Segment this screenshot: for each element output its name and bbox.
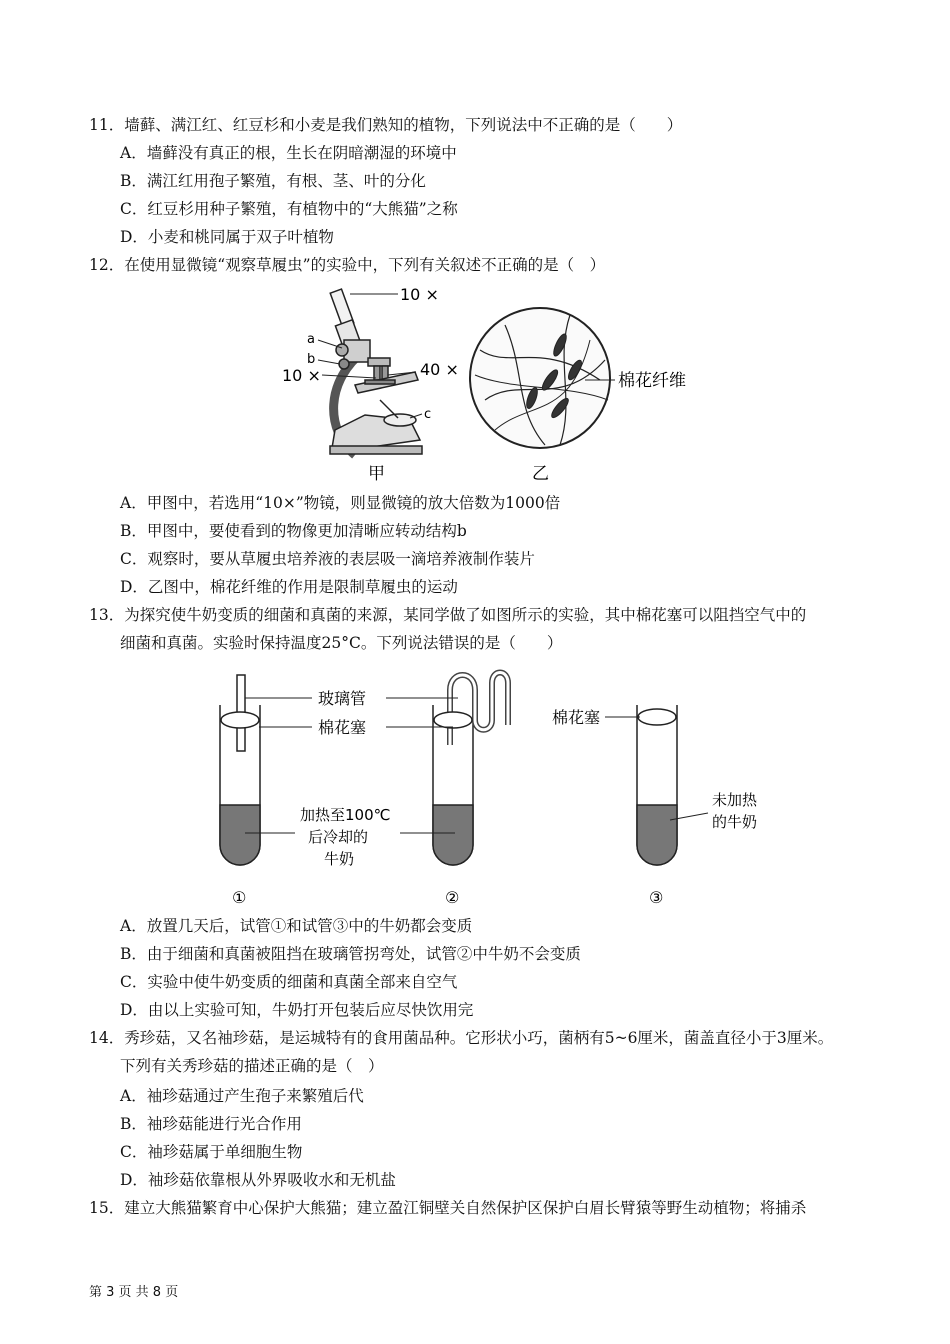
q13-figure xyxy=(200,665,820,910)
q13-option-d: D．由以上实验可知，牛奶打开包装后应尽快饮用完 xyxy=(120,1001,474,1019)
page-footer: 第 3 页 共 8 页 xyxy=(89,1285,179,1300)
figure-caption-yi: 乙 xyxy=(532,464,549,484)
q14-stem: 14．秀珍菇，又名袖珍菇，是运城特有的食用菌品种。它形状小巧，菌柄有5~6厘米，菌盖直径小于3厘米。 xyxy=(89,1029,834,1047)
heated-milk-line3: 牛奶 xyxy=(324,850,355,868)
heated-milk-line2: 后冷却的 xyxy=(308,828,369,846)
eyepiece-label: 10 × xyxy=(400,285,439,304)
q11-stem: 11．墙藓、满江红、红豆杉和小麦是我们熟知的植物，下列说法中不正确的是（ ） xyxy=(89,116,683,134)
unheated-milk-line1: 未加热 xyxy=(712,791,758,809)
q12-option-d: D．乙图中，棉花纤维的作用是限制草履虫的运动 xyxy=(120,578,458,596)
test-tube-3 xyxy=(637,705,677,865)
q13-option-a: A．放置几天后，试管①和试管③中的牛奶都会变质 xyxy=(120,917,473,935)
heated-milk-line1: 加热至100℃ xyxy=(300,806,391,824)
microscope-figure xyxy=(330,289,422,455)
q12-option-b: B．甲图中，要使看到的物像更加清晰应转动结构b xyxy=(120,522,467,540)
q14-option-d: D．袖珍菇依靠根从外界吸收水和无机盐 xyxy=(120,1171,396,1189)
cotton-plug-label-3: 棉花塞 xyxy=(552,708,601,727)
field-of-view xyxy=(470,308,610,448)
label-a: a xyxy=(307,332,315,347)
objective-high-label: 40 × xyxy=(420,360,459,379)
figure-caption-jia: 甲 xyxy=(368,464,385,484)
q12-stem: 12．在使用显微镜“观察草履虫”的实验中，下列有关叙述不正确的是（ ） xyxy=(89,256,606,274)
q13-option-b: B．由于细菌和真菌被阻挡在玻璃管拐弯处，试管②中牛奶不会变质 xyxy=(120,945,581,963)
tube-2-label: ② xyxy=(445,888,460,907)
q11-option-d: D．小麦和桃同属于双子叶植物 xyxy=(120,228,334,246)
q12-figure xyxy=(270,280,720,488)
q15-stem: 15．建立大熊猫繁育中心保护大熊猫；建立盈江铜壁关自然保护区保护白眉长臂猿等野生动植物；将捕杀 xyxy=(89,1199,807,1217)
fiber-label: 棉花纤维 xyxy=(618,371,686,391)
q14-option-a: A．袖珍菇通过产生孢子来繁殖后代 xyxy=(120,1087,364,1105)
tube-1-label: ① xyxy=(232,888,247,907)
q13-stem: 13．为探究使牛奶变质的细菌和真菌的来源，某同学做了如图所示的实验，其中棉花塞可以阻挡空气中的 xyxy=(89,606,807,624)
tube-3-label: ③ xyxy=(649,888,664,907)
objective-low-label: 10 × xyxy=(282,366,321,385)
cotton-plug-label: 棉花塞 xyxy=(318,718,367,737)
q12-option-a: A．甲图中，若选用“10×”物镜，则显微镜的放大倍数为1000倍 xyxy=(120,494,561,512)
q14-option-b: B．袖珍菇能进行光合作用 xyxy=(120,1115,302,1133)
label-b: b xyxy=(307,352,316,367)
q13-option-c: C．实验中使牛奶变质的细菌和真菌全部来自空气 xyxy=(120,973,458,991)
unheated-milk-line2: 的牛奶 xyxy=(712,813,758,831)
test-tube-1 xyxy=(220,675,260,865)
q11-option-a: A．墙藓没有真正的根，生长在阴暗潮湿的环境中 xyxy=(120,144,457,162)
q14-stem-cont: 下列有关秀珍菇的描述正确的是（ ） xyxy=(120,1057,384,1075)
q11-option-b: B．满江红用孢子繁殖，有根、茎、叶的分化 xyxy=(120,172,426,190)
label-c: c xyxy=(424,407,432,422)
q13-stem-cont: 细菌和真菌。实验时保持温度25°C。下列说法错误的是（ ） xyxy=(120,634,563,652)
glass-tube-label: 玻璃管 xyxy=(318,689,367,708)
q11-option-c: C．红豆杉用种子繁殖，有植物中的“大熊猫”之称 xyxy=(120,200,458,218)
q12-option-c: C．观察时，要从草履虫培养液的表层吸一滴培养液制作装片 xyxy=(120,550,535,568)
test-tube-2 xyxy=(433,673,508,866)
q14-option-c: C．袖珍菇属于单细胞生物 xyxy=(120,1143,303,1161)
